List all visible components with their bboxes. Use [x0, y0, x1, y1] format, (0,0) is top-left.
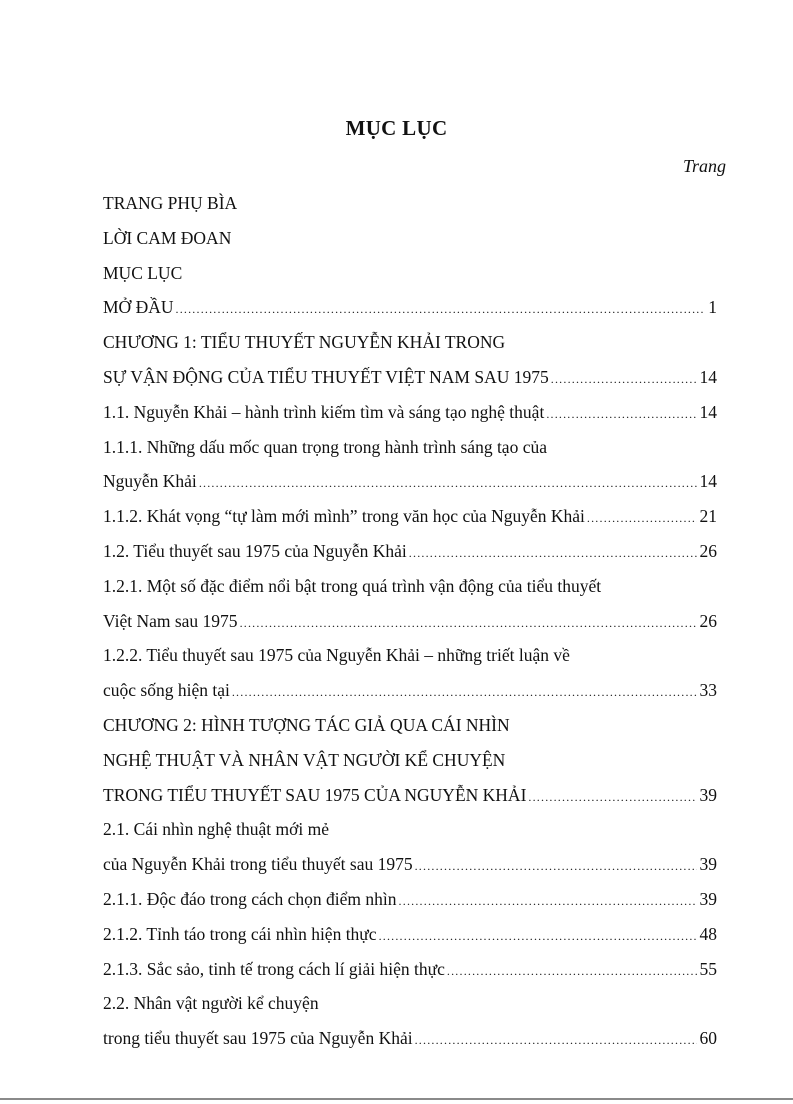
toc-entry [103, 812, 717, 847]
toc-entry-page-number: 21 [699, 506, 717, 527]
toc-entry [103, 986, 717, 1021]
dot-leader [232, 675, 697, 710]
toc-entry-page-number: 33 [699, 680, 717, 701]
toc-entry-text: cuộc sống hiện tại [103, 680, 230, 701]
toc-entry [103, 256, 717, 291]
toc-entry-text: 1.2. Tiểu thuyết sau 1975 của Nguyễn Khải [103, 540, 407, 561]
toc-entry [103, 290, 717, 325]
toc-entry-page-number: 14 [699, 401, 717, 422]
toc-entry [103, 847, 717, 882]
toc-entry-text: NGHỆ THUẬT VÀ NHÂN VẬT NGƯỜI KỂ CHUYỆN [103, 749, 506, 770]
dot-leader [587, 501, 697, 536]
toc-entry-text: 2.1.3. Sắc sảo, tinh tế trong cách lí giải hiện thực [103, 958, 445, 979]
dot-leader [528, 780, 696, 815]
toc-entry-text: 1.2.2. Tiểu thuyết sau 1975 của Nguyễn Khải – những triết luận về [103, 645, 570, 666]
page-column-label: Trang [682, 156, 726, 176]
toc-entry [103, 325, 717, 360]
toc-entry [103, 778, 717, 813]
toc-entry-text: 1.2.1. Một số đặc điểm nổi bật trong quá trình vận động của tiểu thuyết [103, 575, 602, 596]
toc-entry-text: CHƯƠNG 2: HÌNH TƯỢNG TÁC GIẢ QUA CÁI NHÌN [103, 714, 510, 735]
toc-entry [103, 464, 717, 499]
toc-entry-page-number: 55 [699, 958, 717, 979]
toc-entry-text: CHƯƠNG 1: TIỂU THUYẾT NGUYỄN KHẢI TRONG [103, 332, 506, 353]
toc-entry [103, 395, 717, 430]
toc-entry-page-number: 60 [699, 1028, 717, 1049]
toc-entry [103, 499, 717, 534]
dot-leader [447, 954, 697, 989]
toc-entry-text: trong tiểu thuyết sau 1975 của Nguyễn Khải [103, 1028, 413, 1049]
dot-leader [199, 466, 697, 501]
toc-entry [103, 1021, 717, 1056]
dot-leader [551, 362, 697, 397]
page-title: MỤC LỤC [345, 116, 448, 140]
toc-entry-page-number: 26 [699, 610, 717, 631]
toc-entry [103, 708, 717, 743]
toc-entry-text: Việt Nam sau 1975 [103, 610, 238, 631]
toc-entry-text: TRONG TIỂU THUYẾT SAU 1975 CỦA NGUYỄN KHẢI [103, 784, 527, 805]
toc-entry-page-number: 39 [699, 784, 717, 805]
dot-leader [415, 1023, 697, 1058]
dot-leader [409, 536, 697, 571]
toc-entry-page-number: 48 [699, 923, 717, 944]
toc-entry [103, 604, 717, 639]
toc-entry-text: 1.1.1. Những dấu mốc quan trọng trong hành trình sáng tạo của [103, 436, 547, 457]
toc-entry-text: TRANG PHỤ BÌA [103, 193, 238, 213]
toc-entry-text: 2.1.2. Tỉnh táo trong cái nhìn hiện thực [103, 923, 377, 944]
toc-entry-page-number: 26 [699, 540, 717, 561]
page-bottom-edge [0, 1098, 793, 1100]
dot-leader [399, 884, 697, 919]
toc-entry [103, 430, 717, 465]
toc-entry [103, 186, 717, 221]
toc-entry [103, 534, 717, 569]
toc-entry-text: 2.1. Cái nhìn nghệ thuật mới mẻ [103, 819, 330, 840]
toc-entry-text: LỜI CAM ĐOAN [103, 227, 232, 248]
toc-entry-page-number: 14 [699, 366, 717, 387]
toc-entry-text: của Nguyễn Khải trong tiểu thuyết sau 1975 [103, 854, 413, 875]
dot-leader [240, 606, 697, 641]
toc-entry [103, 221, 717, 256]
toc-entry-page-number: 1 [708, 297, 717, 318]
toc-entry [103, 917, 717, 952]
dot-leader [546, 397, 696, 432]
dot-leader [176, 292, 706, 327]
toc-entry-text: MỤC LỤC [103, 262, 183, 283]
toc-entry [103, 743, 717, 778]
toc-entry-text: Nguyễn Khải [103, 471, 197, 492]
toc-entry-text: 1.1. Nguyễn Khải – hành trình kiếm tìm và sáng tạo nghệ thuật [103, 401, 545, 422]
toc-entry [103, 952, 717, 987]
toc-entry [103, 569, 717, 604]
toc-entry [103, 360, 717, 395]
toc-entry-text: 1.1.2. Khát vọng “tự làm mới mình” trong văn học của Nguyễn Khải [103, 506, 585, 527]
toc-entry-text: 2.2. Nhân vật người kể chuyện [103, 993, 319, 1014]
toc-entry [103, 638, 717, 673]
toc-entry [103, 673, 717, 708]
toc-entry-text: 2.1.1. Độc đáo trong cách chọn điểm nhìn [103, 888, 397, 909]
dot-leader [415, 849, 697, 884]
toc-entry-text: MỞ ĐẦU [103, 297, 174, 318]
toc-entry-page-number: 39 [699, 888, 717, 909]
table-of-contents [103, 186, 717, 1056]
toc-entry-page-number: 14 [699, 471, 717, 492]
toc-entry-page-number: 39 [699, 854, 717, 875]
toc-entry-text: SỰ VẬN ĐỘNG CỦA TIỂU THUYẾT VIỆT NAM SAU 1975 [103, 366, 549, 387]
dot-leader [379, 919, 697, 954]
toc-entry [103, 882, 717, 917]
